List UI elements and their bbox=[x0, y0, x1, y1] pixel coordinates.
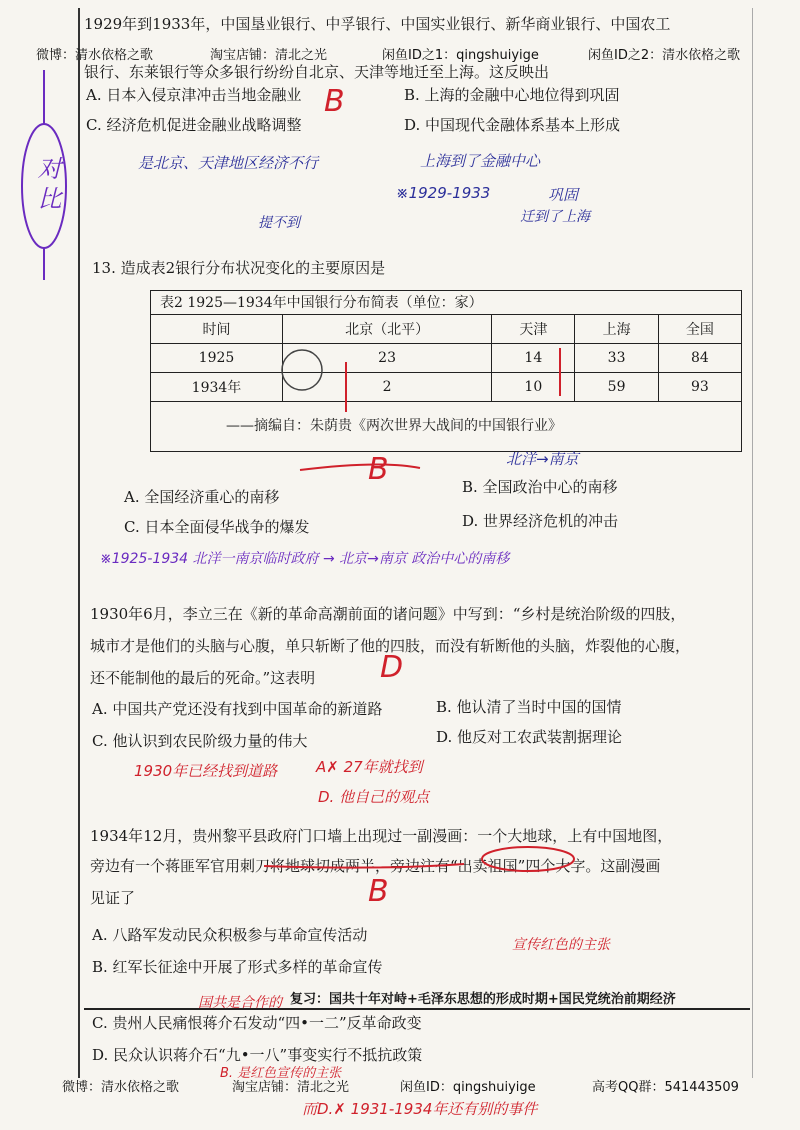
hw-note14: B. 是红色宣传的主张 bbox=[220, 1066, 342, 1081]
q-prev-option-a: A. 日本入侵京津冲击当地金融业 bbox=[86, 86, 302, 104]
watermark-weibo-top: 微博：清水依格之歌 bbox=[36, 48, 154, 63]
hw-note1: 是北京、天津地区经济不行 bbox=[138, 154, 319, 172]
q13-option-d: D. 世界经济危机的冲击 bbox=[462, 512, 619, 530]
q15-option-a: A. 八路军发动民众积极参与革命宣传活动 bbox=[92, 926, 368, 944]
hw-note11: D. 他自己的观点 bbox=[318, 788, 430, 806]
watermark-xianyu-top: 闲鱼ID之1：qingshuiyige bbox=[382, 48, 539, 63]
hw-note3: ※1929-1933 bbox=[396, 184, 491, 202]
watermark-xianyu-bottom: 闲鱼ID：qingshuiyige bbox=[400, 1080, 536, 1095]
hw-answer-b-q15: B bbox=[368, 874, 389, 909]
hw-note7: 北洋→南京 bbox=[506, 450, 579, 468]
q15-option-c: C. 贵州人民痛恨蒋介石发动“四•一二”反革命政变 bbox=[92, 1014, 422, 1032]
table-cell: 2 bbox=[282, 373, 491, 402]
hw-note8: ※1925-1934 北洋一南京临时政府 → 北京→南京 政治中心的南移 bbox=[100, 551, 510, 567]
table-cell: 14 bbox=[492, 344, 575, 373]
watermark-taobao-top: 淘宝店铺：清北之光 bbox=[210, 48, 328, 63]
review-banner: 复习：国共十年对峙+毛泽东思想的形成时期+国民党统治前期经济 bbox=[290, 992, 676, 1007]
q15-line1: 1934年12月，贵州黎平县政府门口墙上出现过一副漫画：一个大地球，上有中国地图， bbox=[90, 827, 673, 845]
q14-option-d: D. 他反对工农武装割据理论 bbox=[436, 728, 623, 746]
table-cell: 84 bbox=[658, 344, 741, 373]
table-cell: 1934年 bbox=[151, 373, 283, 402]
table2-source: ——摘编自：朱荫贵《两次世界大战间的中国银行业》 bbox=[226, 418, 562, 434]
table-header-cell: 上海 bbox=[575, 315, 658, 344]
hw-note15: 而D.✗ 1931-1934年还有别的事件 bbox=[302, 1100, 538, 1118]
table2-title: 表2 1925—1934年中国银行分布简表（单位：家） bbox=[160, 295, 483, 311]
hw-answer-b-q13: B bbox=[368, 452, 389, 487]
hw-note5: 迁到了上海 bbox=[520, 209, 590, 225]
circle-maiguo bbox=[482, 847, 574, 871]
hw-note13: 国共是合作的 bbox=[198, 995, 282, 1011]
q14-line2: 城市才是他们的头脑与心腹，单只斩断了他的四肢，而没有斩断他的头脑，炸裂他的心腹， bbox=[90, 637, 691, 655]
q13-option-c: C. 日本全面侵华战争的爆发 bbox=[124, 518, 310, 536]
hw-answer-d-q14: D bbox=[380, 650, 404, 685]
hw-note9: 1930年已经找到道路 bbox=[134, 762, 278, 780]
hw-answer-b-prev: B bbox=[324, 84, 345, 119]
q15-line3: 见证了 bbox=[90, 889, 136, 907]
hw-note2: 上海到了金融中心 bbox=[420, 152, 541, 170]
q14-line1: 1930年6月，李立三在《新的革命高潮前面的诸问题》中写到：“乡村是统治阶级的四肢， bbox=[90, 605, 686, 623]
hw-note10: A✗ 27年就找到 bbox=[316, 758, 423, 776]
q-prev-line2: 银行、东莱银行等众多银行纷纷自北京、天津等地迁至上海。这反映出 bbox=[84, 63, 550, 81]
watermark-xianyu2-top: 闲鱼ID之2：清水依格之歌 bbox=[588, 48, 741, 63]
table-cell: 23 bbox=[282, 344, 491, 373]
table-header-cell: 时间 bbox=[151, 315, 283, 344]
q13-option-b: B. 全国政治中心的南移 bbox=[462, 478, 618, 496]
q15-option-d: D. 民众认识蒋介石“九•一八”事变实行不抵抗政策 bbox=[92, 1046, 423, 1064]
underline-q15 bbox=[264, 864, 464, 868]
table-cell: 1925 bbox=[151, 344, 283, 373]
q-prev-option-d: D. 中国现代金融体系基本上形成 bbox=[404, 116, 621, 134]
q-prev-option-b: B. 上海的金融中心地位得到巩固 bbox=[404, 86, 620, 104]
watermark-weibo-bottom: 微博：清水依格之歌 bbox=[62, 1080, 180, 1095]
underline-b bbox=[300, 464, 420, 470]
table-cell: 59 bbox=[575, 373, 658, 402]
table-header-cell: 天津 bbox=[492, 315, 575, 344]
circle-23 bbox=[282, 350, 322, 390]
watermark-taobao-bottom: 淘宝店铺：清北之光 bbox=[232, 1080, 350, 1095]
table-cell: 33 bbox=[575, 344, 658, 373]
hw-duibi: 对比 bbox=[33, 156, 61, 216]
q14-option-b: B. 他认清了当时中国的国情 bbox=[436, 698, 622, 716]
hw-note6: 提不到 bbox=[258, 215, 300, 231]
q13-option-a: A. 全国经济重心的南移 bbox=[124, 488, 280, 506]
q-prev-line1: 1929年到1933年，中国垦业银行、中孚银行、中国实业银行、新华商业银行、中国农工 bbox=[84, 15, 671, 33]
table-header-cell: 全国 bbox=[658, 315, 741, 344]
hw-note12: 宣传红色的主张 bbox=[512, 937, 610, 953]
q13-stem: 13. 造成表2银行分布状况变化的主要原因是 bbox=[92, 259, 386, 277]
watermark-qq-bottom: 高考QQ群：541443509 bbox=[592, 1080, 739, 1095]
table-cell: 10 bbox=[492, 373, 575, 402]
q15-option-b: B. 红军长征途中开展了形式多样的革命宣传 bbox=[92, 958, 383, 976]
q14-option-a: A. 中国共产党还没有找到中国革命的新道路 bbox=[92, 700, 383, 718]
q-prev-option-c: C. 经济危机促进金融业战略调整 bbox=[86, 116, 302, 134]
table-cell: 93 bbox=[658, 373, 741, 402]
q15-line2: 旁边有一个蒋匪军官用刺刀将地球切成两半，旁边注有“出卖祖国”四个大字。这副漫画 bbox=[90, 857, 661, 875]
hw-note4: 巩固 bbox=[548, 186, 579, 204]
q14-option-c: C. 他认识到农民阶级力量的伟大 bbox=[92, 732, 308, 750]
table-header-cell: 北京（北平） bbox=[282, 315, 491, 344]
q14-line3: 还不能制他的最后的死命。”这表明 bbox=[90, 669, 316, 687]
